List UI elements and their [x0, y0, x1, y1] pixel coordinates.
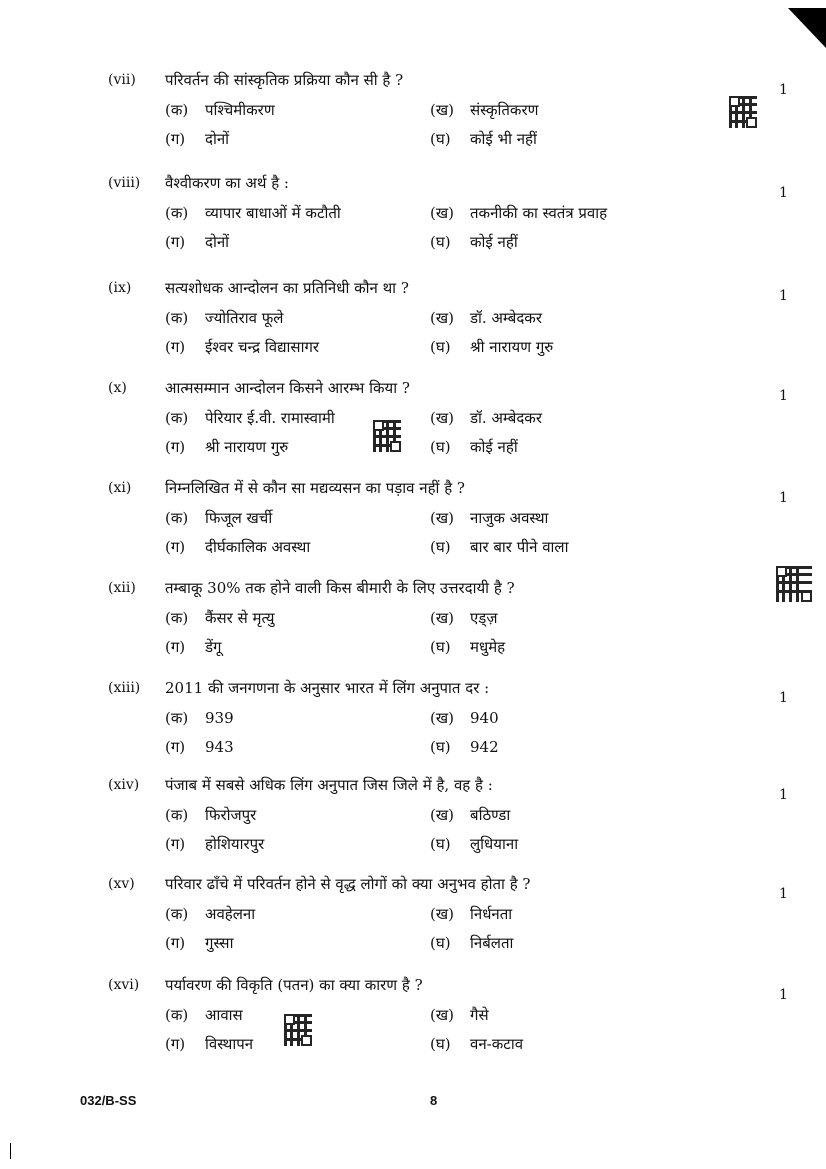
qr-code-icon [776, 566, 812, 602]
question-text: आत्मसम्मान आन्दोलन किसने आरम्भ किया ? [165, 379, 410, 397]
option-c: (ग) डेंगू [165, 638, 222, 656]
option-b: (ख) डॉ. अम्बेदकर [430, 309, 542, 327]
question-number: (ix) [108, 280, 132, 296]
option-c: (ग) श्री नारायण गुरु [165, 438, 289, 456]
question-number: (xiv) [108, 777, 140, 793]
question-number: (viii) [108, 175, 141, 191]
option-d: (घ) श्री नारायण गुरु [430, 338, 554, 356]
question-text: वैश्वीकरण का अर्थ है : [165, 174, 289, 192]
question-8 [0, 175, 826, 267]
question-number: (xii) [108, 580, 136, 596]
option-b: (ख) नाजुक अवस्था [430, 509, 549, 527]
option-d: (घ) 942 [430, 738, 499, 756]
option-a: (क) पश्चिमीकरण [165, 101, 275, 119]
option-d: (घ) कोई नहीं [430, 233, 518, 251]
option-a: (क) अवहेलना [165, 905, 256, 923]
question-text: परिवार ढाँचे में परिवर्तन होने से वृद्ध लोगों को क्या अनुभव होता है ? [165, 875, 531, 893]
option-b: (ख) बठिण्डा [430, 806, 511, 824]
option-b: (ख) निर्धनता [430, 905, 513, 923]
option-c: (ग) ईश्वर चन्द्र विद्यासागर [165, 338, 320, 356]
option-a: (क) फिजूल खर्ची [165, 509, 273, 527]
marks: 1 [779, 185, 788, 201]
qr-code-icon [284, 1014, 312, 1046]
question-number: (xvi) [108, 977, 140, 993]
question-text: सत्यशोधक आन्दोलन का प्रतिनिधी कौन था ? [165, 279, 409, 297]
marks: 1 [779, 690, 788, 706]
option-a: (क) आवास [165, 1006, 243, 1024]
option-c: (ग) दोनों [165, 233, 230, 251]
marks: 1 [779, 82, 788, 98]
marks: 1 [779, 490, 788, 506]
option-d: (घ) वन-कटाव [430, 1035, 524, 1053]
question-12 [0, 580, 826, 672]
corner-mark [788, 8, 826, 48]
marks: 1 [779, 288, 788, 304]
option-c: (ग) विस्थापन [165, 1035, 254, 1053]
question-number: (vii) [108, 72, 136, 88]
question-16 [0, 977, 826, 1069]
question-text: तम्बाकू 30% तक होने वाली किस बीमारी के लिए उत्तरदायी है ? [165, 579, 515, 597]
question-7 [0, 72, 826, 164]
option-c: (ग) गुस्सा [165, 934, 234, 952]
question-text: 2011 की जनगणना के अनुसार भारत में लिंग अनुपात दर : [165, 679, 490, 697]
marks: 1 [779, 987, 788, 1003]
question-13 [0, 680, 826, 772]
option-b: (ख) तकनीकी का स्वतंत्र प्रवाह [430, 204, 608, 222]
paper-code: 032/B-SS [80, 1093, 137, 1108]
option-c: (ग) होशियारपुर [165, 835, 265, 853]
page-number: 8 [430, 1093, 438, 1108]
question-10 [0, 380, 826, 472]
question-number: (xv) [108, 876, 135, 892]
question-text: पंजाब में सबसे अधिक लिंग अनुपात जिस जिले में है, वह है : [165, 776, 493, 794]
margin-mark [10, 1143, 11, 1159]
question-number: (xiii) [108, 680, 141, 696]
qr-code-icon [729, 96, 757, 128]
option-c: (ग) 943 [165, 738, 234, 756]
option-b: (ख) डॉ. अम्बेदकर [430, 409, 542, 427]
marks: 1 [779, 787, 788, 803]
option-a: (क) ज्योतिराव फूले [165, 309, 284, 327]
option-d: (घ) कोई भी नहीं [430, 130, 537, 148]
question-number: (xi) [108, 480, 132, 496]
option-d: (घ) बार बार पीने वाला [430, 538, 569, 556]
marks: 1 [779, 388, 788, 404]
question-number: (x) [108, 380, 127, 396]
question-11 [0, 480, 826, 572]
option-a: (क) 939 [165, 709, 234, 727]
question-15 [0, 876, 826, 968]
question-14 [0, 777, 826, 869]
option-b: (ख) एड्ज़ [430, 609, 498, 627]
option-a: (क) पेरियार ई.वी. रामास्वामी [165, 409, 335, 427]
question-text: निम्नलिखित में से कौन सा मद्यव्यसन का पड़ाव नहीं है ? [165, 479, 465, 497]
qr-code-icon [373, 420, 401, 452]
option-c: (ग) दीर्घकालिक अवस्था [165, 538, 311, 556]
question-text: पर्यावरण की विकृति (पतन) का क्या कारण है ? [165, 976, 423, 994]
option-b: (ख) गैसे [430, 1006, 489, 1024]
option-d: (घ) कोई नहीं [430, 438, 518, 456]
question-text: परिवर्तन की सांस्कृतिक प्रक्रिया कौन सी है ? [165, 71, 404, 89]
question-9 [0, 280, 826, 372]
option-a: (क) फिरोजपुर [165, 806, 257, 824]
option-d: (घ) निर्बलता [430, 934, 514, 952]
option-c: (ग) दोनों [165, 130, 230, 148]
option-a: (क) व्यापार बाधाओं में कटौती [165, 204, 341, 222]
marks: 1 [779, 886, 788, 902]
option-b: (ख) संस्कृतिकरण [430, 101, 539, 119]
option-a: (क) कैंसर से मृत्यु [165, 609, 275, 627]
option-d: (घ) मधुमेह [430, 638, 506, 656]
option-b: (ख) 940 [430, 709, 499, 727]
option-d: (घ) लुधियाना [430, 835, 519, 853]
